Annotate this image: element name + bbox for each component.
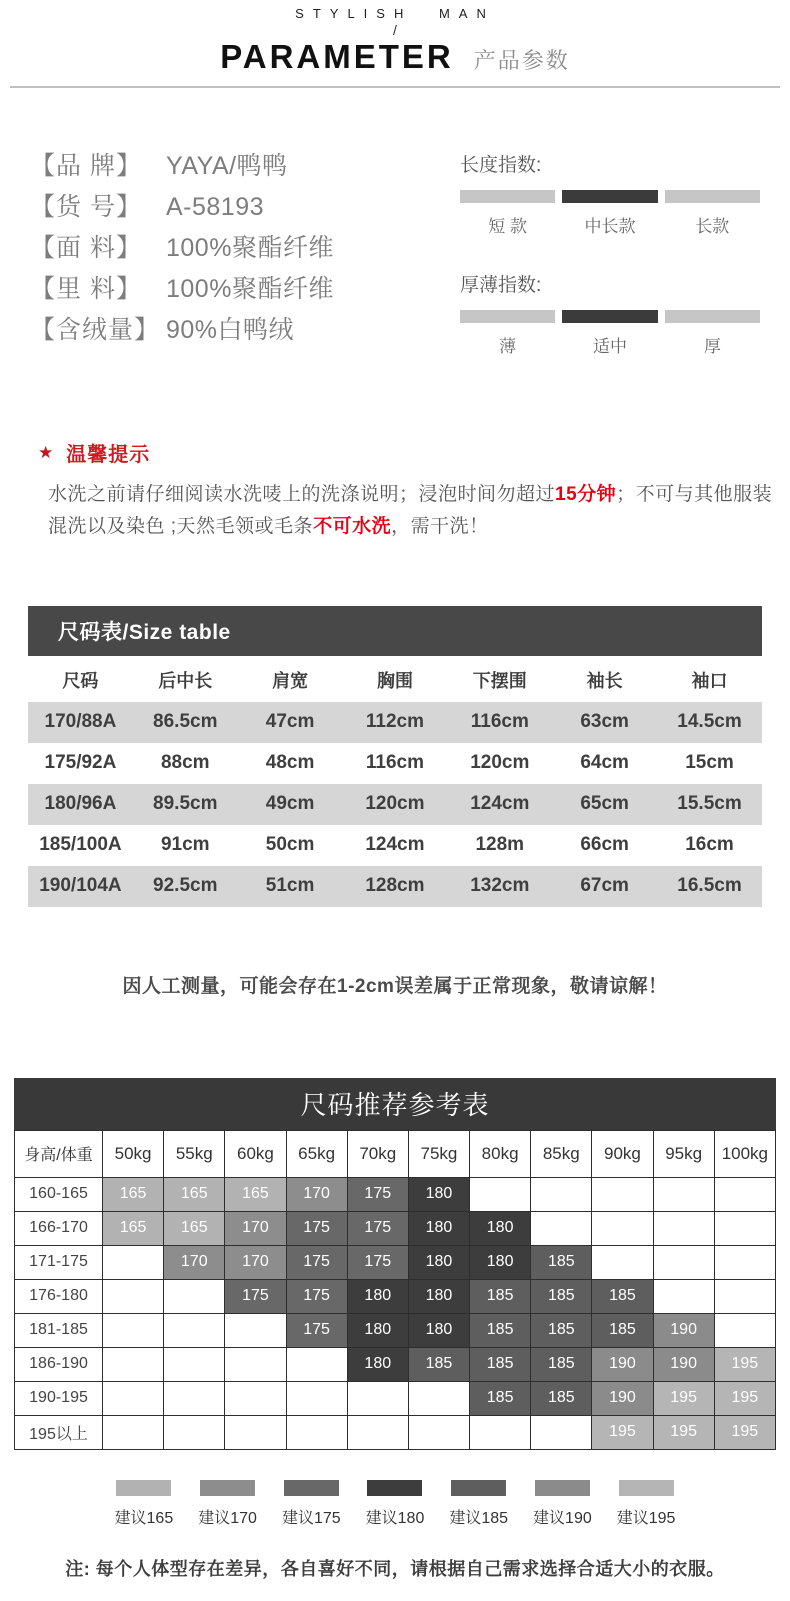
size-legend [14, 1480, 776, 1528]
size-table-cell: 132cm [470, 875, 530, 897]
recommend-empty-cell [103, 1279, 164, 1313]
notice-segment: ；不可与其他服装混洗以及染色 ;天然毛领或毛条 [48, 484, 773, 538]
recommend-size-cell: 170 [164, 1245, 225, 1279]
recommend-empty-cell [225, 1347, 286, 1381]
notice-highlight: 不可水洗 [313, 516, 392, 538]
legend-item [533, 1480, 592, 1528]
recommend-size-cell: 190 [653, 1347, 714, 1381]
slash-icon: / [393, 22, 397, 38]
product-info-value: A-58193 [166, 193, 265, 221]
recommend-empty-cell [470, 1177, 531, 1211]
recommend-size-cell: 175 [225, 1279, 286, 1313]
recommend-size-cell: 185 [470, 1381, 531, 1415]
index-bar [665, 310, 760, 323]
recommend-empty-cell [653, 1177, 714, 1211]
recommend-empty-cell [164, 1347, 225, 1381]
recommend-height-label: 160-165 [15, 1177, 103, 1211]
recommend-height-label: 181-185 [15, 1313, 103, 1347]
size-table-cell: 66cm [580, 834, 629, 856]
notice-text [28, 479, 778, 544]
recommend-weight-header: 100kg [714, 1130, 775, 1177]
legend-item [198, 1480, 257, 1528]
recommend-row [15, 1211, 776, 1245]
legend-item [282, 1480, 341, 1528]
recommend-size-cell: 190 [592, 1381, 653, 1415]
notice-highlight: 15分钟 [555, 484, 617, 505]
size-table-cell: 190/104A [39, 875, 122, 897]
size-table-column-header: 尺码 [28, 656, 133, 702]
index-option-label: 中长款 [584, 217, 636, 236]
index-option-label: 长款 [695, 217, 730, 236]
recommend-size-cell: 175 [286, 1245, 347, 1279]
size-table-row [28, 866, 762, 907]
recommend-empty-cell [103, 1415, 164, 1449]
product-info-item [30, 187, 460, 228]
recommend-height-label: 166-170 [15, 1211, 103, 1245]
size-table-cell: 64cm [580, 752, 629, 774]
recommend-size-cell: 185 [531, 1245, 592, 1279]
index-bar [460, 310, 555, 323]
product-info-item [30, 310, 460, 351]
size-table-cell: 89.5cm [153, 793, 218, 815]
recommend-size-cell: 180 [470, 1211, 531, 1245]
recommend-height-label: 186-190 [15, 1347, 103, 1381]
measure-note: 因人工测量，可能会存在1-2cm误差属于正常现象，敬请谅解！ [122, 975, 668, 997]
size-table-cell: 67cm [580, 875, 629, 897]
recommend-size-cell: 165 [103, 1177, 164, 1211]
recommend-weight-header: 55kg [164, 1130, 225, 1177]
recommend-empty-cell [286, 1415, 347, 1449]
recommend-size-cell: 175 [286, 1279, 347, 1313]
recommend-weight-header: 75kg [408, 1130, 469, 1177]
recommend-section [14, 1078, 776, 1601]
index-meters [460, 146, 760, 390]
size-table-header-row [28, 656, 762, 702]
notice-title: 温馨提示 [66, 444, 151, 466]
size-table-cell: 49cm [265, 793, 315, 815]
size-table-column-header: 下摆围 [447, 656, 552, 702]
info-section [0, 146, 790, 390]
legend-item [115, 1480, 174, 1528]
size-table-cell: 180/96A [44, 793, 117, 815]
index-labels [460, 332, 760, 357]
notice-head [28, 438, 762, 467]
size-table-cell: 128cm [365, 875, 425, 897]
recommend-empty-cell [286, 1347, 347, 1381]
index-option-label: 适中 [592, 337, 627, 356]
legend-label: 建议175 [281, 1509, 341, 1527]
recommend-empty-cell [653, 1245, 714, 1279]
size-table-cell: 120cm [470, 752, 530, 774]
index-option-label: 厚 [703, 337, 721, 356]
page-title [0, 38, 790, 76]
legend-item [449, 1480, 508, 1528]
index-bar-active [562, 190, 657, 203]
recommend-empty-cell [531, 1415, 592, 1449]
recommend-size-cell: 185 [408, 1347, 469, 1381]
product-info-label: 【品 牌】 [30, 152, 142, 180]
recommend-empty-cell [714, 1245, 775, 1279]
size-table-cell: 120cm [365, 793, 425, 815]
recommend-size-cell: 185 [592, 1279, 653, 1313]
recommend-empty-cell [531, 1177, 592, 1211]
recommend-size-cell: 185 [531, 1381, 592, 1415]
recommend-size-cell: 195 [714, 1381, 775, 1415]
size-table-cell: 124cm [365, 834, 425, 856]
recommend-empty-cell [225, 1415, 286, 1449]
recommend-row [15, 1245, 776, 1279]
recommend-size-cell: 175 [347, 1211, 408, 1245]
recommend-empty-cell [225, 1313, 286, 1347]
recommend-size-cell: 165 [225, 1177, 286, 1211]
recommend-empty-cell [164, 1279, 225, 1313]
product-info-value: 100%聚酯纤维 [166, 234, 334, 262]
size-table-row [28, 784, 762, 825]
recommend-empty-cell [714, 1177, 775, 1211]
recommend-size-cell: 165 [103, 1211, 164, 1245]
size-table-cell: 48cm [265, 752, 315, 774]
product-info-label: 【里 料】 [30, 275, 142, 303]
index-bar [460, 190, 555, 203]
recommend-size-cell: 180 [408, 1245, 469, 1279]
recommend-empty-cell [714, 1313, 775, 1347]
recommend-size-cell: 195 [714, 1415, 775, 1449]
size-table-row [28, 702, 762, 743]
recommend-empty-cell [347, 1415, 408, 1449]
recommend-row [15, 1381, 776, 1415]
recommend-table-title: 尺码推荐参考表 [14, 1078, 776, 1130]
recommend-size-cell: 185 [531, 1313, 592, 1347]
index-option-label: 短 款 [488, 217, 528, 236]
index-bars [460, 310, 760, 323]
recommend-empty-cell [408, 1381, 469, 1415]
recommend-size-cell: 175 [347, 1177, 408, 1211]
size-table-cell: 86.5cm [153, 711, 218, 733]
index-group [460, 150, 760, 237]
size-table-cell: 63cm [580, 711, 629, 733]
notice-section [28, 438, 773, 544]
page-header [0, 0, 790, 88]
recommend-table [14, 1130, 776, 1450]
recommend-weight-header: 85kg [531, 1130, 592, 1177]
recommend-empty-cell [225, 1381, 286, 1415]
recommend-weight-header: 90kg [592, 1130, 653, 1177]
footnote: 注: 每个人体型存在差异，各自喜好不同，请根据自己需求选择合适大小的衣服。 [65, 1558, 725, 1579]
recommend-row [15, 1279, 776, 1313]
recommend-row [15, 1347, 776, 1381]
brand-line: STYLISH MAN [295, 6, 495, 21]
recommend-size-cell: 180 [408, 1177, 469, 1211]
index-title: 长度指数: [460, 155, 542, 176]
recommend-empty-cell [347, 1381, 408, 1415]
size-table-cell: 112cm [365, 711, 425, 733]
recommend-size-cell: 190 [592, 1347, 653, 1381]
size-table-cell: 14.5cm [677, 711, 742, 733]
recommend-size-cell: 185 [531, 1347, 592, 1381]
recommend-empty-cell [164, 1313, 225, 1347]
size-table-cell: 128m [475, 834, 525, 856]
header-divider [10, 86, 780, 88]
size-table-cell: 50cm [265, 834, 315, 856]
size-table-cell: 185/100A [39, 834, 122, 856]
recommend-height-label: 195以上 [15, 1415, 103, 1449]
index-group [460, 270, 760, 357]
recommend-size-cell: 185 [470, 1313, 531, 1347]
recommend-size-cell: 180 [470, 1245, 531, 1279]
recommend-size-cell: 185 [470, 1347, 531, 1381]
size-table-row [28, 743, 762, 784]
recommend-weight-header: 80kg [470, 1130, 531, 1177]
recommend-empty-cell [408, 1415, 469, 1449]
recommend-size-cell: 180 [408, 1313, 469, 1347]
recommend-empty-cell [286, 1381, 347, 1415]
size-table-cell: 124cm [470, 793, 530, 815]
recommend-size-cell: 175 [286, 1313, 347, 1347]
size-table-cell: 175/92A [44, 752, 117, 774]
index-option-label: 薄 [499, 337, 517, 356]
product-info-value: 90%白鸭绒 [166, 316, 295, 344]
size-table-row [28, 825, 762, 866]
legend-label: 建议195 [616, 1509, 676, 1527]
recommend-size-cell: 195 [592, 1415, 653, 1449]
recommend-size-cell: 165 [164, 1177, 225, 1211]
size-table-cell: 116cm [470, 711, 529, 733]
size-table-cell: 91cm [160, 834, 210, 856]
recommend-empty-cell [103, 1245, 164, 1279]
recommend-corner-header: 身高/体重 [15, 1130, 103, 1177]
product-info-item [30, 146, 460, 187]
recommend-size-cell: 170 [225, 1211, 286, 1245]
recommend-empty-cell [653, 1279, 714, 1313]
page-title-en: PARAMETER [220, 38, 454, 75]
recommend-empty-cell [103, 1347, 164, 1381]
recommend-height-label: 176-180 [15, 1279, 103, 1313]
recommend-size-cell: 195 [653, 1381, 714, 1415]
recommend-empty-cell [714, 1211, 775, 1245]
page-title-cn: 产品参数 [473, 48, 570, 73]
recommend-empty-cell [164, 1381, 225, 1415]
size-table [28, 656, 762, 907]
recommend-row [15, 1313, 776, 1347]
recommend-header-row [15, 1130, 776, 1177]
recommend-size-cell: 195 [653, 1415, 714, 1449]
recommend-weight-header: 95kg [653, 1130, 714, 1177]
product-info-item [30, 269, 460, 310]
recommend-size-cell: 175 [286, 1211, 347, 1245]
recommend-row [15, 1177, 776, 1211]
product-info-label: 【含绒量】 [30, 316, 161, 344]
star-icon: ★ [38, 442, 54, 462]
size-table-cell: 15cm [685, 752, 734, 774]
recommend-empty-cell [470, 1415, 531, 1449]
index-title: 厚薄指数: [460, 275, 542, 296]
product-info-list [30, 146, 460, 390]
size-table-cell: 15.5cm [677, 793, 742, 815]
size-table-column-header: 后中长 [133, 656, 238, 702]
notice-segment: ，需干洗！ [391, 516, 489, 538]
recommend-empty-cell [103, 1381, 164, 1415]
legend-label: 建议170 [198, 1509, 257, 1527]
product-info-item [30, 228, 460, 269]
legend-label: 建议180 [365, 1509, 425, 1527]
recommend-size-cell: 180 [347, 1279, 408, 1313]
recommend-height-label: 190-195 [15, 1381, 103, 1415]
recommend-empty-cell [592, 1245, 653, 1279]
size-table-column-header: 袖长 [552, 656, 657, 702]
size-table-cell: 16.5cm [677, 875, 742, 897]
recommend-size-cell: 185 [531, 1279, 592, 1313]
legend-label: 建议190 [533, 1509, 592, 1527]
size-table-cell: 170/88A [44, 711, 117, 733]
legend-label: 建议185 [449, 1509, 509, 1527]
legend-item [366, 1480, 425, 1528]
recommend-empty-cell [592, 1211, 653, 1245]
size-table-column-header: 肩宽 [238, 656, 343, 702]
recommend-empty-cell [164, 1415, 225, 1449]
recommend-empty-cell [103, 1313, 164, 1347]
index-bars [460, 190, 760, 203]
recommend-empty-cell [592, 1177, 653, 1211]
recommend-weight-header: 60kg [225, 1130, 286, 1177]
size-table-cell: 88cm [160, 752, 210, 774]
recommend-size-cell: 180 [408, 1279, 469, 1313]
recommend-empty-cell [531, 1211, 592, 1245]
recommend-size-cell: 180 [408, 1211, 469, 1245]
size-table-column-header: 袖口 [657, 656, 762, 702]
index-bar-active [562, 310, 657, 323]
size-table-cell: 92.5cm [153, 875, 218, 897]
recommend-empty-cell [653, 1211, 714, 1245]
recommend-size-cell: 195 [714, 1347, 775, 1381]
recommend-size-cell: 180 [347, 1347, 408, 1381]
size-table-cell: 47cm [265, 711, 315, 733]
recommend-size-cell: 165 [164, 1211, 225, 1245]
recommend-size-cell: 175 [347, 1245, 408, 1279]
recommend-row [15, 1415, 776, 1449]
recommend-weight-header: 65kg [286, 1130, 347, 1177]
recommend-size-cell: 170 [286, 1177, 347, 1211]
recommend-size-cell: 190 [653, 1313, 714, 1347]
index-bar [665, 190, 760, 203]
size-table-cell: 16cm [685, 834, 734, 856]
recommend-weight-header: 70kg [347, 1130, 408, 1177]
size-table-cell: 51cm [265, 875, 315, 897]
product-info-label: 【面 料】 [30, 234, 142, 262]
product-info-label: 【货 号】 [30, 193, 142, 221]
legend-label: 建议165 [114, 1509, 174, 1527]
recommend-empty-cell [714, 1279, 775, 1313]
size-table-cell: 65cm [580, 793, 629, 815]
size-table-section [28, 606, 762, 907]
recommend-weight-header: 50kg [103, 1130, 164, 1177]
recommend-size-cell: 180 [347, 1313, 408, 1347]
index-labels [460, 212, 760, 237]
legend-item [617, 1480, 676, 1528]
recommend-size-cell: 185 [470, 1279, 531, 1313]
size-table-column-header: 胸围 [343, 656, 448, 702]
product-info-value: 100%聚酯纤维 [166, 275, 334, 303]
recommend-size-cell: 170 [225, 1245, 286, 1279]
recommend-size-cell: 185 [592, 1313, 653, 1347]
recommend-height-label: 171-175 [15, 1245, 103, 1279]
size-table-cell: 116cm [365, 752, 425, 774]
size-table-title: 尺码表/Size table [28, 606, 762, 656]
product-info-value: YAYA/鸭鸭 [166, 152, 288, 180]
notice-segment: 水洗之前请仔细阅读水洗唛上的洗涤说明；浸泡时间勿超过 [48, 484, 556, 505]
